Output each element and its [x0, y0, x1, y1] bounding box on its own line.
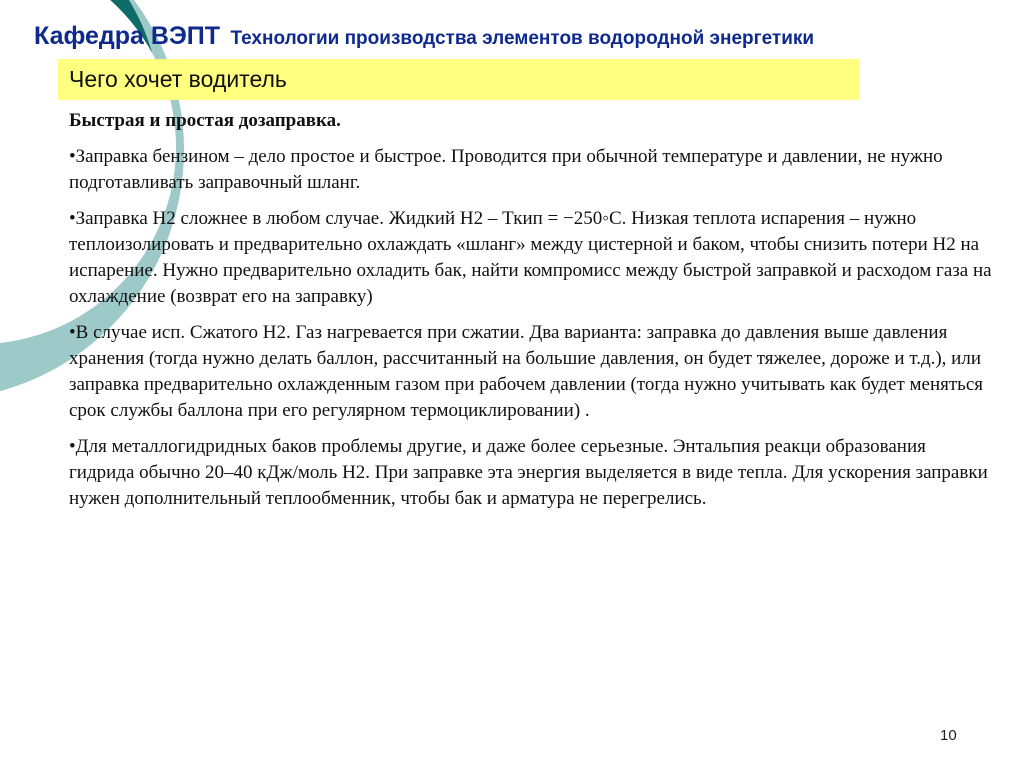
slide-subtitle — [58, 59, 859, 100]
course-title: Технологии производства элементов водородной энергетики — [230, 28, 815, 49]
paragraph-compressed-hydrogen: •В случае исп. Сжатого Н2. Газ нагревается при сжатии. Два варианта: заправка до давления выше давления хранения (тогда нужно делать баллон, рассчитанный на большие давления, он будет тяжелее, дороже и т.д.), или заправка предварительно охлажденным газом при рабочем давлении (тогда нужно учитывать как будет меняться срок службы баллона при его регулярном термоциклировании) . — [69, 322, 984, 421]
page-number: 10 — [940, 727, 957, 744]
slide-header — [34, 22, 814, 51]
department-title: Кафедра ВЭПТ — [34, 22, 220, 50]
paragraph-liquid-hydrogen: •Заправка Н2 сложнее в любом случае. Жидкий Н2 – Ткип = −250◦С. Низкая теплота испарения – нужно теплоизолировать и предварительно охлаждать «шланг» между цистерной и баком, чтобы снизить потери Н2 на испарение. Нужно предварительно охладить бак, найти компромисс между быстрой заправкой и расходом газа на охлаждение (возврат его на заправку) — [69, 208, 992, 307]
content-heading: Быстрая и простая дозаправка. — [69, 110, 341, 131]
subtitle-text: Чего хочет водитель — [69, 66, 287, 92]
paragraph-petrol-refueling: •Заправка бензином – дело простое и быстрое. Проводится при обычной температуре и давлении, не нужно подготавливать заправочный шланг. — [69, 146, 943, 193]
paragraph-metal-hydride: •Для металлогидридных баков проблемы другие, и даже более серьезные. Энтальпия реакци образования гидрида обычно 20–40 кДж/моль Н2. При заправке эта энергия выделяется в виде тепла. Для ускорения заправки нужен дополнительный теплообменник, чтобы бак и арматура не перегрелись. — [69, 436, 988, 509]
slide-content — [69, 108, 994, 522]
